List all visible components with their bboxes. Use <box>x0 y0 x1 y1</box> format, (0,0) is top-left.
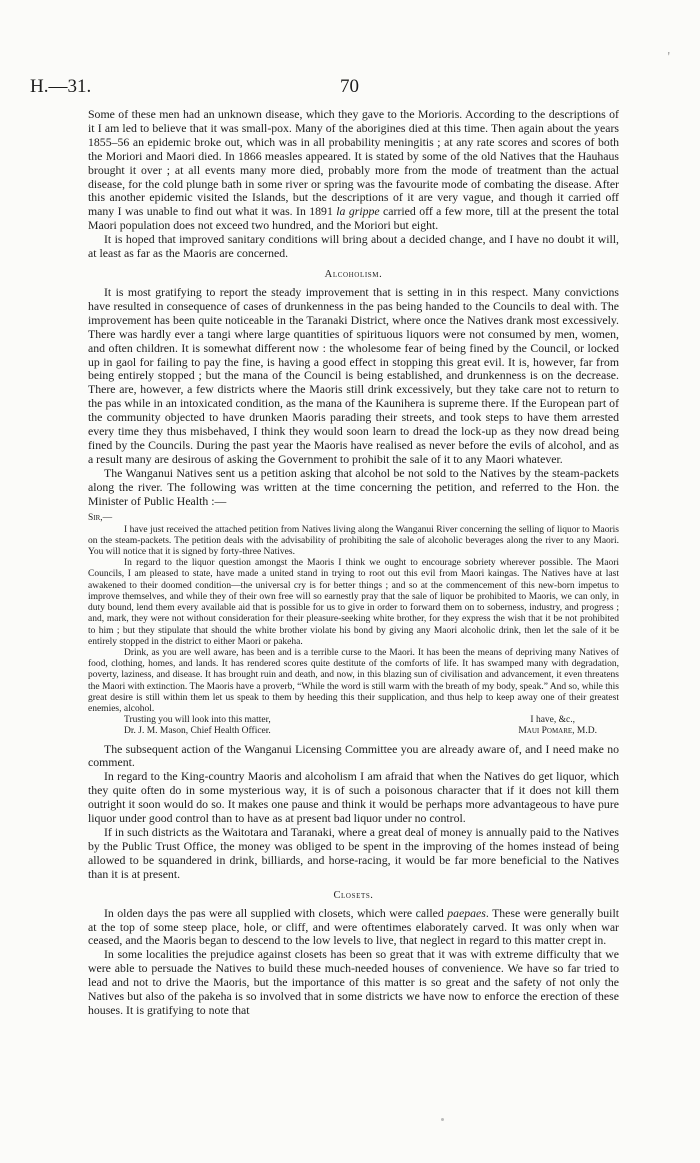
text-column <box>88 108 619 1018</box>
section-heading-closets: Closets. <box>333 889 374 901</box>
alcoholism-paragraph-2: The Wanganui Natives sent us a petition asking that alcohol be not sold to the Natives by the steam-packets along the river. The following was written at the time concerning the petition, and referred to the Hon. the Minister of Public Health :— <box>88 465 619 508</box>
letter-addressee: Dr. J. M. Mason, Chief Health Officer. <box>124 726 271 737</box>
after-paragraph-3: If in such districts as the Waitotara and Taranaki, where a great deal of money is annually paid to the Natives by the Public Trust Office, the money was obliged to be spent in the improving of the homes instead of being allowed to be squandered in drink, billiards, and horse-racing, it would be far more beneficial to the Natives than it is at present. <box>88 824 619 881</box>
letter-closing <box>88 715 619 726</box>
closets-paragraph-1: In olden days the pas were all supplied with closets, which were called paepaes. These were generally built at the top of some steep place, hole, or cliff, and were oftentimes elaborately carved. It was only when war ceased, and the Maoris began to descend to the low levels to live, that neglect in regard to this matter crept in. <box>88 905 620 948</box>
letter-signature-line <box>88 726 619 737</box>
intro-paragraph-2: It is hoped that improved sanitary conditions will bring about a decided change, and I have no doubt it will, at least as far as the Maoris are concerned. <box>88 232 619 261</box>
document-reference: H.—31. <box>30 76 92 97</box>
italic-term: la grippe <box>336 204 380 219</box>
letter-paragraph-1: I have just received the attached petition from Natives living along the Wanganui River concerning the selling of liquor to Maoris on the steam-packets. The petition deals with the advisability of prohibiting the sale of alcoholic beverages along the river to any Maori. You will notice that it is signed by forty-three Natives. <box>88 524 619 558</box>
letter-salutation: Sir,— <box>88 513 113 524</box>
italic-term: paepaes <box>447 905 486 920</box>
margin-mark: ' <box>667 50 670 65</box>
letter-paragraph-2: In regard to the liquor question amongst the Maoris I think we ought to encourage sobriety wherever possible. The Maori Councils, I am pleased to state, have made a united stand in trying to root out this evil from Maori kaingas. The Natives have at last awakened to their doomed condition—the universal cry is for better things ; and so at the commencement of this new-born impetus to improve themselves, and while they of their own free will so earnestly pray that the sale of liquor be prohibited to Maoris, we can only, in duty bound, lend them every available aid that is possible for us to give in order to forward them on to soberness, industry, and progress ; and, mark, they were not without consideration for their pleasure-seeking white brother, for they express the wish that it be not prohibited to him ; but they stipulate that should the white brother violate his bond by giving any Maori alcoholic drink, then let the sale of it be entirely stopped in the district to either Maori or pakeha. <box>88 558 619 647</box>
page-number: 70 <box>340 76 359 97</box>
closing-right: I have, &c., <box>530 715 575 726</box>
section-heading-alcoholism: Alcoholism. <box>324 268 383 280</box>
letter-paragraph-3: Drink, as you are well aware, has been and is a terrible curse to the Maori. It has been the means of depriving many Natives of food, clothing, homes, and lands. It has rendered scores quite destitute of the comforts of life. It has swamped many with degradation, poverty, laziness, and disease. It has brought ruin and death, and now, in this blazing sun of civilisation and advancement, it even threatens the Maori with extinction. The Maoris have a proverb, “While the word is still warm with the breath of my body, speak.” And so, while this great desire is still within them let us speak to them by heeding this their supplication, and thus help to keep away one of their greatest enemies, alcohol. <box>88 647 619 714</box>
after-paragraph-2: In regard to the King-country Maoris and alcoholism I am afraid that when the Natives do get liquor, which they quite often do in some mysterious way, it is of such a poisonous character that if it does not kill them outright it soon would do so. It makes one pause and think it would be perhaps more advantageous to have pure liquor under good control than to have as at present bad liquor under no control. <box>88 769 619 826</box>
intro-paragraph-1: Some of these men had an unknown disease, which they gave to the Morioris. According to the descriptions of it I am led to believe that it was small-pox. Many of the aborigines died at this time. Then again about the years 1855–56 an epidemic broke out, which was in all probability meningitis ; at any rate scores and scores of both the Moriori and Maori died. In 1866 measles appeared. It is stated by some of the old Natives that the Hauhaus brought it over ; at all events many more died, probably more from the mode of treatment than the actual disease, for the cold plunge bath in some river or spring was the favourite mode of combating the disease. After this another epidemic visited the Islands, but the descriptions of it are very vague, and though it carried off many I was unable to find out what it was. In 1891 la grippe carried off a few more, till at the present the total Maori population does not exceed two hundred, and the Moriori but eight. <box>88 107 619 233</box>
closing-left: Trusting you will look into this matter, <box>124 715 271 726</box>
page-header <box>30 50 670 98</box>
alcoholism-paragraph-1: It is most gratifying to report the steady improvement that is setting in in this respect. Many convictions have resulted in consequence of cases of drunkenness in the pas being handed to the Councils to deal with. The improvement has been quite noticeable in the Taranaki District, where once the Natives drank most excessively. There was hardly ever a tangi where large quantities of spirituous liquors were not consumed by men, women, and often children. It is somewhat different now : the wholesome fear of being fined by the Council, or locked up in gaol for failing to pay the fine, is having a good effect in stopping this great evil. It is, however, far from being entirely stopped ; but the mana of the Council is being established, and drunkenness is on the decrease. There are, however, a few districts where the Maoris still drink excessively, but they take care not to return to the pas while in an intoxicated condition, as the mana of the Kaunihera is supreme there. If the European part of the community objected to have drunken Maoris parading their streets, and took steps to have them arrested every time they thus misbehaved, I think they would soon learn to dread the lock-up as they now dread being fined by the Councils. During the past year the Maoris have realised as never before the evils of alcohol, and as a result many are desirous of asking the Government to prohibit the sale of it to any Maori whatever. <box>88 284 619 466</box>
letter-signatory: Maui Pomare, M.D. <box>518 726 597 737</box>
after-paragraph-1: The subsequent action of the Wanganui Licensing Committee you are already aware of, and I need make no comment. <box>88 741 619 770</box>
scan-speck <box>441 1118 444 1121</box>
quoted-letter <box>88 513 619 737</box>
closets-paragraph-2: In some localities the prejudice against closets has been so great that it was with extreme difficulty that we were able to persuade the Natives to build these much-needed houses of convenience. We have so far tried to lead and not to drive the Maoris, but the importance of this matter is so great and the safety of not only the Natives but also of the pakeha is so involved that in some districts we have now to enforce the erection of these houses. It is gratifying to note that <box>88 947 619 1017</box>
